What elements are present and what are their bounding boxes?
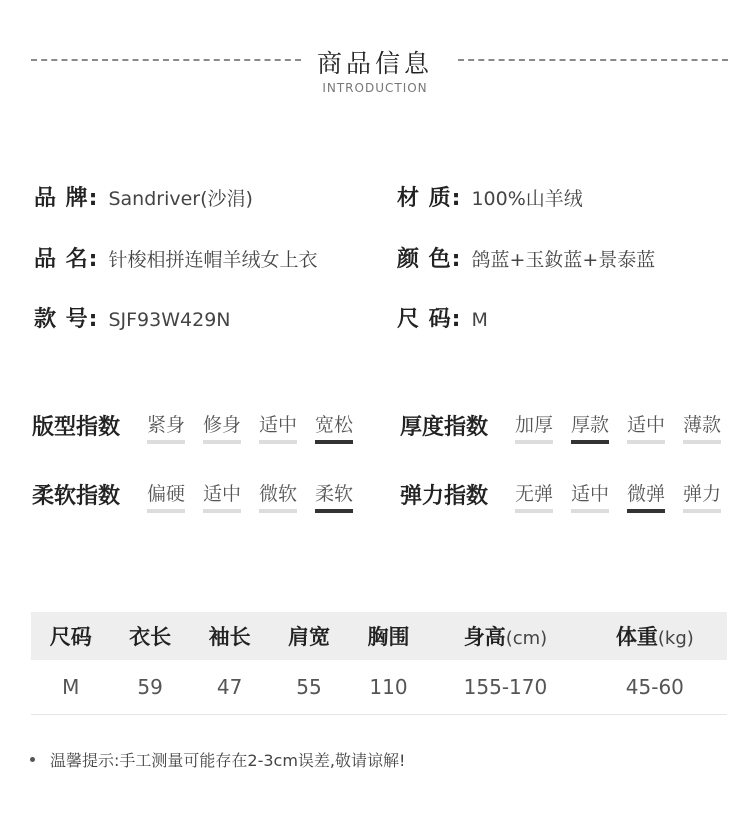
section-title: 商品信息 bbox=[316, 49, 433, 78]
color-label: 颜 色: bbox=[397, 247, 462, 272]
size-label: 尺 码: bbox=[397, 307, 462, 332]
index-softness-option: 微软 bbox=[259, 479, 297, 513]
material-value: 100%山羊绒 bbox=[471, 188, 583, 210]
table-cell: 47 bbox=[190, 660, 269, 715]
index-fit bbox=[32, 410, 371, 444]
index-fit-option: 修身 bbox=[203, 410, 241, 444]
index-elasticity-option: 适中 bbox=[571, 479, 609, 513]
section-subtitle: INTRODUCTION bbox=[322, 81, 428, 95]
header-size: 尺码 bbox=[31, 612, 110, 660]
index-softness-option: 适中 bbox=[203, 479, 241, 513]
size-table bbox=[31, 612, 727, 715]
index-thickness-option: 薄款 bbox=[683, 410, 721, 444]
style-no-label: 款 号: bbox=[34, 307, 99, 332]
tip-text: 温馨提示:手工测量可能存在2-3cm误差,敬请谅解! bbox=[50, 751, 406, 770]
table-cell: M bbox=[31, 660, 110, 715]
index-softness-option: 偏硬 bbox=[147, 479, 185, 513]
index-elasticity-option: 无弹 bbox=[515, 479, 553, 513]
name-value: 针梭相拼连帽羊绒女上衣 bbox=[108, 249, 318, 271]
table-cell: 59 bbox=[110, 660, 189, 715]
color-value: 鸽蓝+玉釹蓝+景泰蓝 bbox=[471, 249, 656, 271]
name-label: 品 名: bbox=[34, 247, 99, 272]
index-fit-option: 宽松 bbox=[315, 410, 353, 444]
index-elasticity-option: 弹力 bbox=[683, 479, 721, 513]
index-elasticity bbox=[400, 479, 739, 513]
header-shoulder: 肩宽 bbox=[269, 612, 348, 660]
size-value: M bbox=[471, 309, 488, 331]
index-thickness-option: 厚款 bbox=[571, 410, 609, 444]
table-cell: 110 bbox=[349, 660, 428, 715]
table-cell: 45-60 bbox=[583, 660, 727, 715]
header-height: 身高(cm) bbox=[428, 612, 583, 660]
index-thickness-option: 加厚 bbox=[515, 410, 553, 444]
brand-value: Sandriver(沙涓) bbox=[108, 188, 253, 210]
table-cell: 155-170 bbox=[428, 660, 583, 715]
brand-label: 品 牌: bbox=[34, 186, 99, 211]
info-style-no bbox=[34, 302, 231, 333]
info-size bbox=[397, 302, 488, 333]
index-fit-option: 适中 bbox=[259, 410, 297, 444]
info-brand bbox=[34, 181, 253, 212]
measurement-tip bbox=[30, 748, 405, 771]
index-elasticity-title: 弹力指数 bbox=[400, 484, 489, 509]
bullet-icon bbox=[30, 757, 35, 762]
size-table-header bbox=[31, 612, 727, 660]
index-fit-option: 紧身 bbox=[147, 410, 185, 444]
index-fit-title: 版型指数 bbox=[32, 415, 121, 440]
info-name bbox=[34, 242, 317, 273]
index-thickness bbox=[400, 410, 739, 444]
header-weight: 体重(kg) bbox=[583, 612, 727, 660]
index-softness-option: 柔软 bbox=[315, 479, 353, 513]
index-softness-title: 柔软指数 bbox=[32, 484, 121, 509]
index-softness bbox=[32, 479, 371, 513]
index-thickness-option: 适中 bbox=[627, 410, 665, 444]
index-thickness-title: 厚度指数 bbox=[400, 415, 489, 440]
info-color bbox=[397, 242, 655, 273]
table-cell: 55 bbox=[269, 660, 348, 715]
header-length: 衣长 bbox=[110, 612, 189, 660]
style-no-value: SJF93W429N bbox=[108, 309, 231, 331]
material-label: 材 质: bbox=[397, 186, 462, 211]
table-row bbox=[31, 660, 727, 715]
info-material bbox=[397, 181, 583, 212]
header-bust: 胸围 bbox=[349, 612, 428, 660]
index-elasticity-option: 微弹 bbox=[627, 479, 665, 513]
header-sleeve: 袖长 bbox=[190, 612, 269, 660]
